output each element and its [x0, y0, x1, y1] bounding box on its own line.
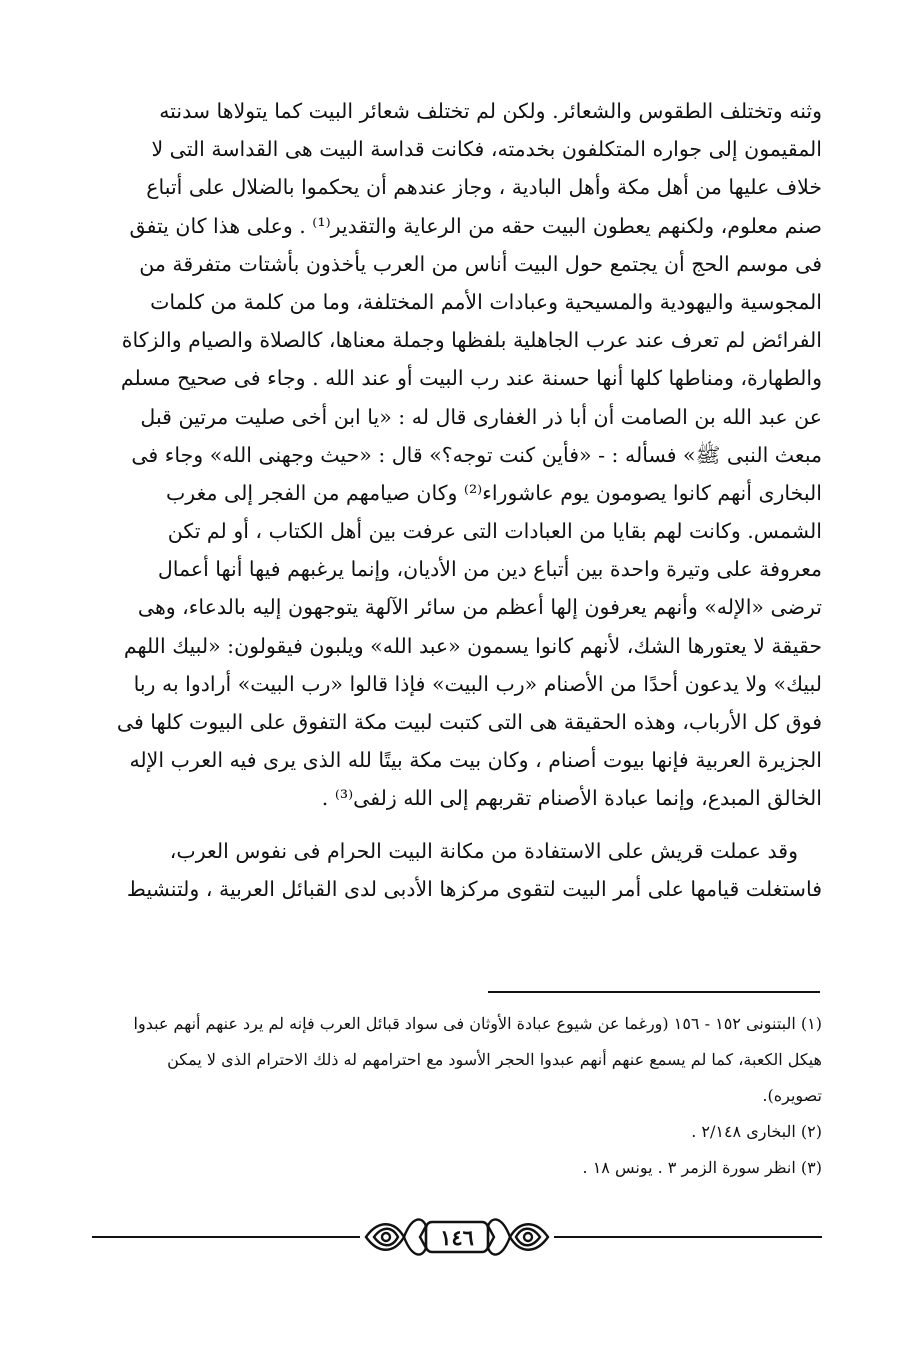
text-line: الشمس. وكانت لهم بقايا من العبادات التى عرفت بين أهل الكتاب ، أو لم تكن — [167, 519, 822, 544]
text-line: معروفة على وتيرة واحدة بين أتباع دين من الأديان، وإنما يرغبهم فيها أنها أعمال — [157, 557, 822, 582]
text-line: البخارى أنهم كانوا يصومون يوم عاشوراء⁽²⁾ وكان صيامهم من الفجر إلى مغرب — [165, 480, 822, 505]
text-line: فى موسم الحج أن يجتمع حول البيت أناس من العرب يأخذون بأشتات متفرقة من — [139, 251, 822, 276]
footnote-1-line: هيكل الكعبة، كما لم يسمع عنهم أنهم عبدوا الحجر الأسود مع احترامهم له ذلك الاحترام الذى لا يمكن — [167, 1050, 822, 1069]
text-line: المقيمون إلى جواره المتكلفون بخدمته، فكانت قداسة البيت هى القداسة التى لا — [151, 137, 822, 162]
text-line: الخالق المبدع، وإنما عبادة الأصنام تقربهم إلى الله زلفى⁽³⁾ . — [321, 786, 822, 811]
text-line: والطهارة، ومناطها كلها أنها حسنة عند رب البيت أو عند الله . وجاء فى صحيح مسلم — [120, 366, 822, 391]
footnotes — [92, 1010, 822, 1181]
footnote-2: (٢) البخارى ٢/١٤٨ . — [691, 1122, 822, 1141]
footnote-divider — [488, 991, 820, 993]
footer-rule-left — [92, 1236, 360, 1238]
text-line: وثنه وتختلف الطقوس والشعائر. ولكن لم تختلف شعائر البيت كما يتولاها سدنته — [159, 99, 822, 123]
main-text — [92, 92, 822, 908]
text-line: فاستغلت قيامها على أمر البيت لتقوى مركزها الأدبى لدى القبائل العربية ، ولتنشيط — [126, 876, 822, 901]
text-line: مبعث النبى ﷺ» فسأله : - «فأين كنت توجه؟» قال : «حيث وجهنى الله» وجاء فى — [131, 442, 822, 467]
footnote-1-line: تصويره). — [762, 1086, 822, 1105]
footnote-3: (٣) انظر سورة الزمر ٣ . يونس ١٨ . — [582, 1158, 822, 1177]
text-line: فوق كل الأرباب، وهذه الحقيقة هى التى كتبت لبيت مكة التفوق على البيوت كلها فى — [116, 710, 822, 734]
text-line: حقيقة لا يعتورها الشك، لأنهم كانوا يسمون «عبد الله» ويلبون فيقولون: «لبيك اللهم — [123, 633, 822, 658]
text-line: ترضى «الإله» وأنهم يعرفون إلها أعظم من سائر الآلهة يتوجهون إليه بالدعاء، وهى — [137, 595, 822, 620]
text-line: وقد عملت قريش على الاستفادة من مكانة البيت الحرام فى نفوس العرب، — [169, 838, 798, 863]
page-footer — [92, 1212, 822, 1262]
arabesque-ornament-icon — [360, 1212, 554, 1262]
text-line: الفرائض لم تعرف عند عرب الجاهلية بلفظها وجملة معناها، كالصلاة والصيام والزكاة — [121, 328, 822, 353]
text-line: لبيك» ولا يدعون أحدًا من الأصنام «رب البيت» فإذا قالوا «رب البيت» أرادوا به ربا — [133, 671, 822, 696]
text-line: الجزيرة العربية فإنها بيوت أصنام ، وكان بيت مكة بيتًا لله الذى يرى فيه العرب الإله — [129, 748, 822, 773]
page-number: ١٤٦ — [440, 1224, 474, 1250]
text-line: خلاف عليها من أهل مكة وأهل البادية ، وجاز عندهم أن يحكموا بالضلال على أتباع — [146, 175, 822, 200]
text-line: عن عبد الله بن الصامت أن أبا ذر الغفارى قال له : «يا ابن أخى صليت مرتين قبل — [140, 404, 822, 429]
paragraph-gap — [92, 818, 822, 832]
text-line: المجوسية واليهودية والمسيحية وعبادات الأمم المختلفة، وما من كلمة من كلمات — [150, 289, 822, 314]
footer-rule-right — [554, 1236, 822, 1238]
footnote-1-line: (١) البتنونى ١٥٢ - ١٥٦ (ورغما عن شيوع عبادة الأوثان فى سواد قبائل العرب فإنه لم يرد عنهم أنهم عبدوا — [133, 1014, 822, 1033]
text-line: صنم معلوم، ولكنهم يعطون البيت حقه من الرعاية والتقدير⁽¹⁾ . وعلى هذا كان يتفق — [129, 213, 822, 238]
